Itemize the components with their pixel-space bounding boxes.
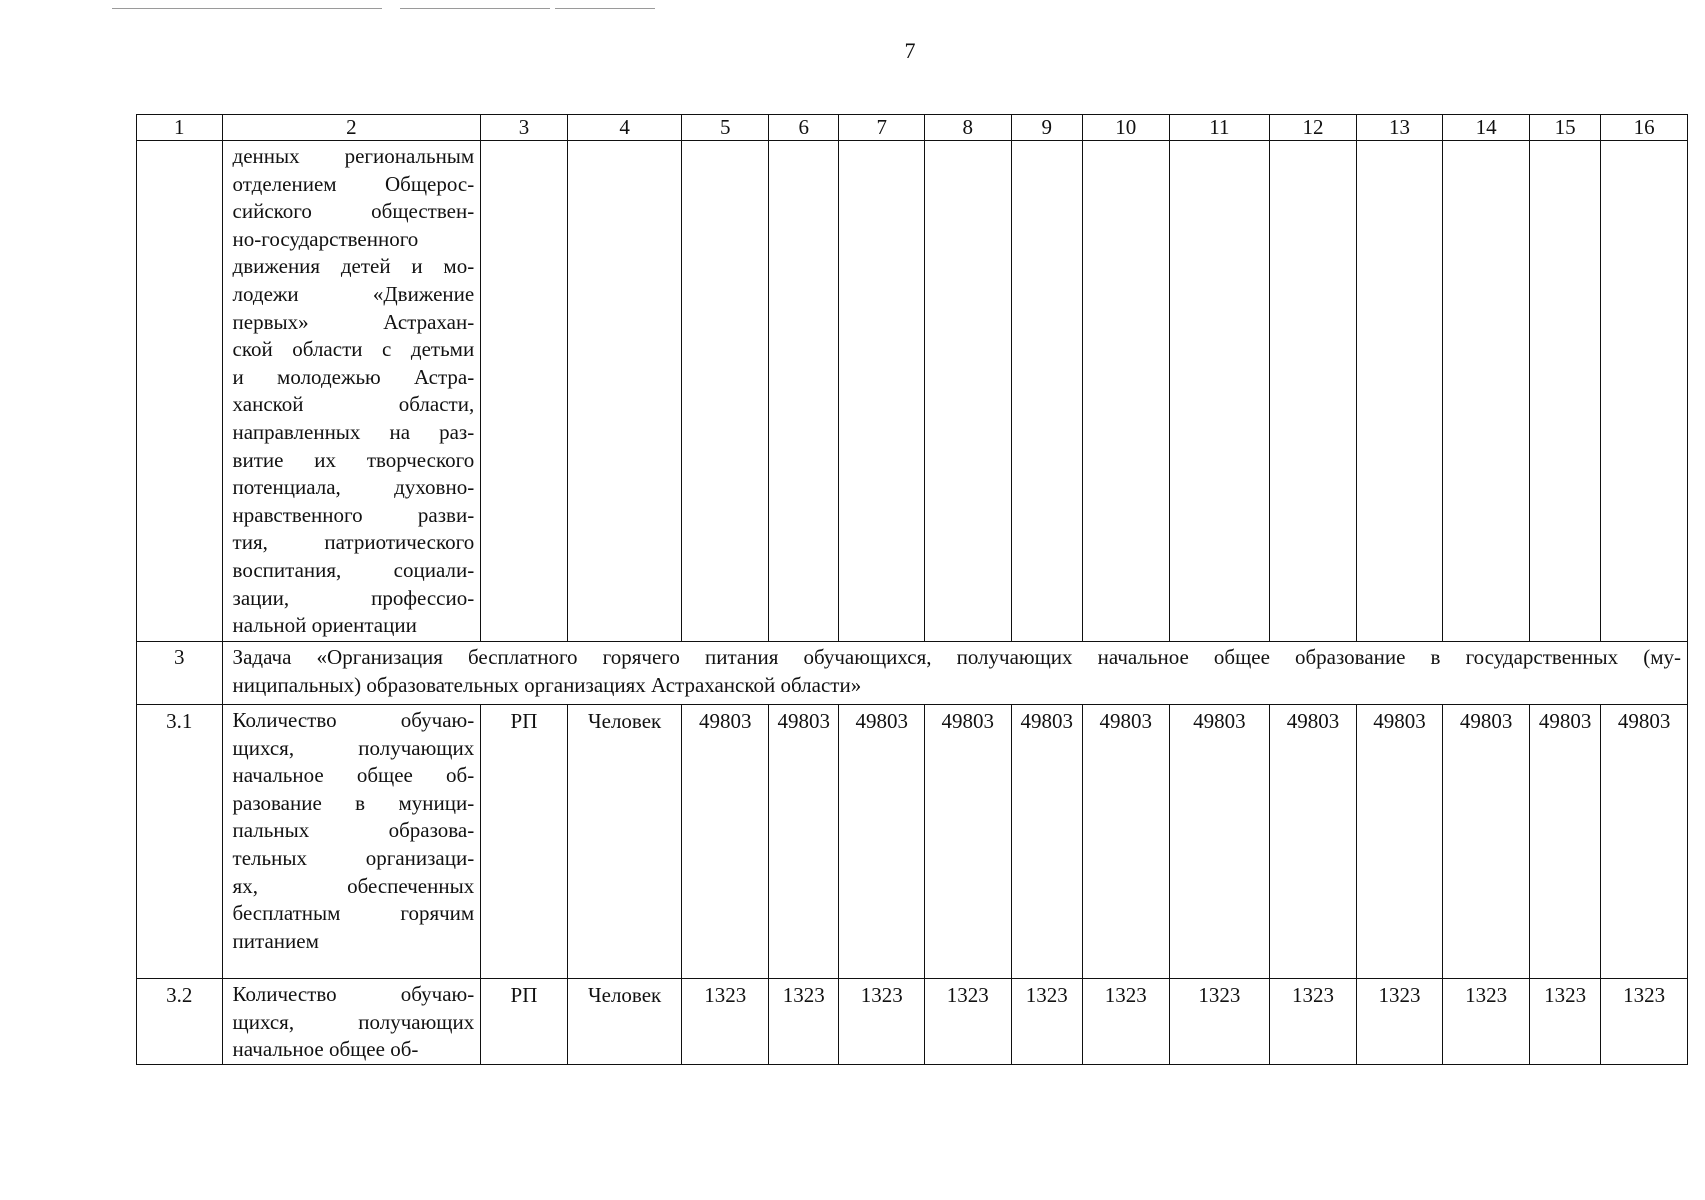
column-header-2: 2 [222, 115, 481, 141]
description-line: тия, патриотического [232, 530, 475, 555]
description-line: витие их творческого [232, 447, 475, 472]
page-number: 7 [904, 38, 916, 63]
value-cell: 49803 [1356, 705, 1443, 979]
description-line: ханской области, [232, 392, 475, 417]
description-line: бесплатным горячим [232, 901, 475, 926]
description-line: потенциала, духовно- [232, 475, 475, 500]
task-title [222, 642, 1687, 705]
value-cell: 49803 [925, 705, 1012, 979]
value-cell: 49803 [1270, 705, 1357, 979]
description-line: воспитания, социали- [232, 557, 475, 582]
value-cell: 49803 [1083, 705, 1170, 979]
header-row [137, 115, 1688, 141]
source-cell: РП [481, 705, 568, 979]
value-cell: 1323 [769, 979, 839, 1065]
indicators-table [136, 114, 1688, 1065]
description-line: лодежи «Движение [232, 281, 475, 306]
description-line: и молодежью Астра- [232, 364, 475, 389]
value-cell: 1323 [1356, 979, 1443, 1065]
description-line: тельных организаци- [232, 845, 475, 870]
column-header-1: 1 [137, 115, 223, 141]
indicator-row-3-2 [137, 979, 1688, 1065]
scan-artifact-line [555, 8, 655, 9]
value-cell: 1323 [682, 979, 769, 1065]
value-cell: 1323 [1083, 979, 1170, 1065]
description-line: зации, профессио- [232, 585, 475, 610]
description-line: начальное общее об- [232, 763, 475, 788]
description-line: ях, обеспеченных [232, 873, 475, 898]
value-cell: 1323 [839, 979, 925, 1065]
task-text-line: ниципальных) образовательных организациях Астраханской области» [232, 672, 862, 697]
value-cell: 49803 [1011, 705, 1082, 979]
column-header-4: 4 [567, 115, 682, 141]
scan-artifact-line [112, 8, 382, 9]
indicator-description [222, 705, 481, 979]
value-cell: 49803 [682, 705, 769, 979]
row-number: 3.2 [137, 979, 223, 1065]
description-line: первых» Астрахан- [232, 309, 475, 334]
column-header-15: 15 [1529, 115, 1600, 141]
task-text-line: Задача «Организация бесплатного горячего питания обучающихся, получающих начальное общее образование в государственных (му- [232, 645, 1681, 669]
value-cell: 49803 [839, 705, 925, 979]
description-line: пальных образова- [232, 818, 475, 843]
column-header-7: 7 [839, 115, 925, 141]
value-cell: 1323 [1443, 979, 1530, 1065]
row-number: 3.1 [137, 705, 223, 979]
indicator-description [222, 141, 481, 642]
unit-cell: Человек [567, 979, 682, 1065]
column-header-10: 10 [1083, 115, 1170, 141]
scan-artifact-line [400, 8, 550, 9]
task-number: 3 [137, 642, 223, 705]
column-header-8: 8 [925, 115, 1012, 141]
description-line: нравственного разви- [232, 502, 475, 527]
column-header-9: 9 [1011, 115, 1082, 141]
row-number [137, 141, 223, 642]
column-header-3: 3 [481, 115, 568, 141]
column-header-16: 16 [1601, 115, 1688, 141]
column-header-14: 14 [1443, 115, 1530, 141]
description-line: Количество обучаю- [232, 982, 475, 1006]
description-line: отделением Общерос- [232, 171, 475, 196]
description-line: щихся, получающих [232, 1009, 475, 1034]
value-cell: 1323 [1529, 979, 1600, 1065]
indicator-row-3-1 [137, 705, 1688, 979]
description-line: начальное общее об- [232, 1037, 419, 1062]
continuation-row [137, 141, 1688, 642]
unit-cell: Человек [567, 705, 682, 979]
value-cell: 1323 [925, 979, 1012, 1065]
value-cell: 49803 [1529, 705, 1600, 979]
description-line: разование в муници- [232, 790, 475, 815]
column-header-5: 5 [682, 115, 769, 141]
value-cell: 1323 [1601, 979, 1688, 1065]
source-cell: РП [481, 979, 568, 1065]
value-cell: 1323 [1169, 979, 1270, 1065]
description-line: ской области с детьми [232, 337, 475, 362]
value-cell: 49803 [769, 705, 839, 979]
indicator-description [222, 979, 481, 1065]
description-line: сийского обществен- [232, 199, 475, 224]
column-header-6: 6 [769, 115, 839, 141]
description-line: Количество обучаю- [232, 708, 475, 732]
description-line: денных региональным [232, 144, 475, 168]
description-line: но-государственного [232, 226, 419, 251]
column-header-13: 13 [1356, 115, 1443, 141]
description-line: направленных на раз- [232, 419, 475, 444]
value-cell: 49803 [1169, 705, 1270, 979]
description-line: движения детей и мо- [232, 254, 475, 279]
value-cell: 49803 [1443, 705, 1530, 979]
value-cell: 1323 [1011, 979, 1082, 1065]
task-row [137, 642, 1688, 705]
column-header-12: 12 [1270, 115, 1357, 141]
description-line: питанием [232, 928, 319, 953]
description-line: щихся, получающих [232, 735, 475, 760]
column-header-11: 11 [1169, 115, 1270, 141]
description-line: нальной ориентации [232, 613, 417, 638]
value-cell: 49803 [1601, 705, 1688, 979]
value-cell: 1323 [1270, 979, 1357, 1065]
